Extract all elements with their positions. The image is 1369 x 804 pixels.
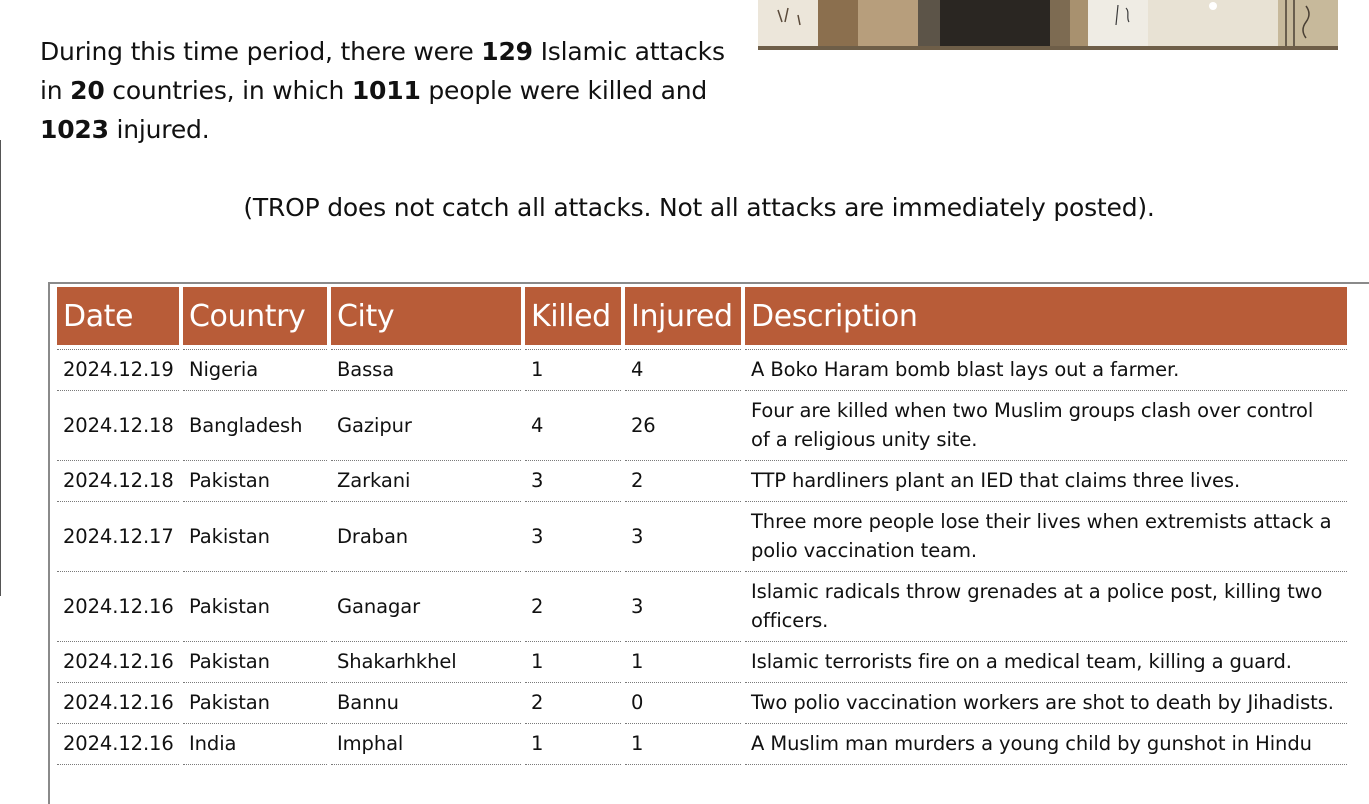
cell-date: 2024.12.19 <box>57 350 179 391</box>
cell-date: 2024.12.16 <box>57 572 179 642</box>
cell-injured: 2 <box>625 461 741 502</box>
cell-description: Two polio vaccination workers are shot to death by Jihadists. <box>745 683 1347 724</box>
header-description: Description <box>745 287 1347 345</box>
table-row <box>57 572 1347 642</box>
cell-country: India <box>183 724 327 765</box>
cell-date: 2024.12.18 <box>57 391 179 461</box>
cell-date: 2024.12.16 <box>57 642 179 683</box>
summary-text: During this time period, there were <box>40 37 482 66</box>
cell-injured: 3 <box>625 572 741 642</box>
table-row <box>57 642 1347 683</box>
cell-killed: 4 <box>525 391 621 461</box>
cell-country: Pakistan <box>183 683 327 724</box>
cell-description: A Boko Haram bomb blast lays out a farmer. <box>745 350 1347 391</box>
header-city: City <box>331 287 521 345</box>
cell-injured: 26 <box>625 391 741 461</box>
cell-killed: 1 <box>525 350 621 391</box>
killed-count: 1011 <box>351 76 421 105</box>
header-country: Country <box>183 287 327 345</box>
cell-description: A Muslim man murders a young child by gunshot in Hindu <box>745 724 1347 765</box>
cell-country: Pakistan <box>183 502 327 572</box>
cell-date: 2024.12.16 <box>57 724 179 765</box>
summary-text: countries, in which <box>104 76 352 105</box>
cell-country: Bangladesh <box>183 391 327 461</box>
cell-city: Zarkani <box>331 461 521 502</box>
cell-country: Pakistan <box>183 461 327 502</box>
table-row <box>57 683 1347 724</box>
cell-description: Three more people lose their lives when extremists attack a polio vaccination team. <box>745 502 1347 572</box>
cell-city: Ganagar <box>331 572 521 642</box>
cell-city: Imphal <box>331 724 521 765</box>
cell-injured: 1 <box>625 724 741 765</box>
cell-injured: 4 <box>625 350 741 391</box>
table-row <box>57 391 1347 461</box>
cell-killed: 2 <box>525 572 621 642</box>
cell-country: Pakistan <box>183 642 327 683</box>
table-row <box>57 461 1347 502</box>
cell-killed: 2 <box>525 683 621 724</box>
cell-city: Bassa <box>331 350 521 391</box>
cell-date: 2024.12.16 <box>57 683 179 724</box>
cell-city: Gazipur <box>331 391 521 461</box>
cell-city: Bannu <box>331 683 521 724</box>
attacks-table-frame <box>48 282 1369 804</box>
cell-date: 2024.12.18 <box>57 461 179 502</box>
header-date: Date <box>57 287 179 345</box>
cell-description: TTP hardliners plant an IED that claims three lives. <box>745 461 1347 502</box>
injured-count: 1023 <box>40 115 109 144</box>
cell-killed: 1 <box>525 724 621 765</box>
summary-text: injured. <box>108 115 210 144</box>
header-injured: Injured <box>625 287 741 345</box>
attacks-table <box>53 287 1351 765</box>
cell-country: Pakistan <box>183 572 327 642</box>
cell-injured: 0 <box>625 683 741 724</box>
table-header-row <box>57 287 1347 345</box>
summary-text: people were killed and <box>420 76 708 105</box>
summary-paragraph <box>40 32 740 149</box>
cell-city: Draban <box>331 502 521 572</box>
table-row <box>57 350 1347 391</box>
header-killed: Killed <box>525 287 621 345</box>
disclaimer-note: (TROP does not catch all attacks. Not all attacks are immediately posted). <box>243 193 1155 222</box>
cell-killed: 3 <box>525 502 621 572</box>
cell-description: Islamic terrorists fire on a medical team, killing a guard. <box>745 642 1347 683</box>
summary-text: Islamic attacks in <box>40 37 725 105</box>
cell-description: Four are killed when two Muslim groups clash over control of a religious unity site. <box>745 391 1347 461</box>
cell-date: 2024.12.17 <box>57 502 179 572</box>
table-row <box>57 724 1347 765</box>
attack-count: 129 <box>481 37 533 66</box>
cell-killed: 1 <box>525 642 621 683</box>
table-row <box>57 502 1347 572</box>
cell-description: Islamic radicals throw grenades at a police post, killing two officers. <box>745 572 1347 642</box>
cell-country: Nigeria <box>183 350 327 391</box>
cell-city: Shakarhkhel <box>331 642 521 683</box>
header-photo <box>758 0 1338 50</box>
country-count: 20 <box>70 76 105 105</box>
cell-injured: 1 <box>625 642 741 683</box>
cell-killed: 3 <box>525 461 621 502</box>
cell-injured: 3 <box>625 502 741 572</box>
